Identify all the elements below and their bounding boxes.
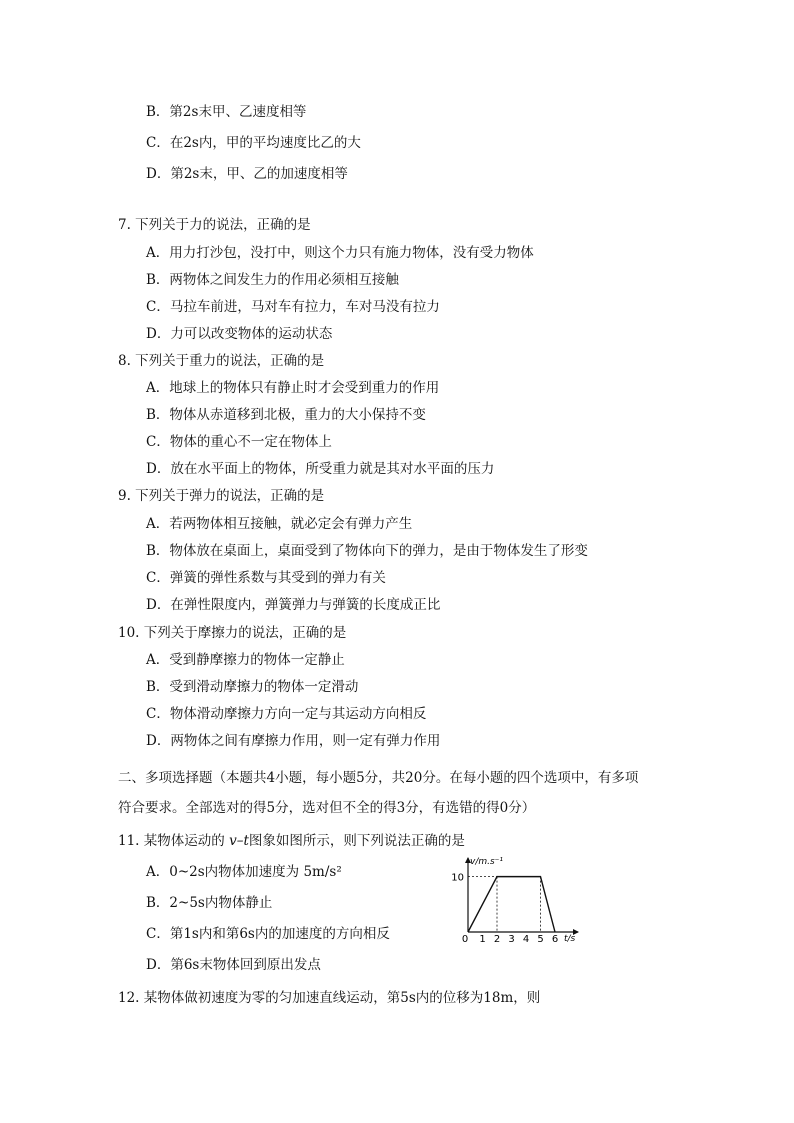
q9-option-b: B．物体放在桌面上，桌面受到了物体向下的弹力，是由于物体发生了形变 (146, 543, 588, 559)
q10-option-c: C．物体滑动摩擦力方向一定与其运动方向相反 (146, 706, 427, 722)
q7-option-d: D．力可以改变物体的运动状态 (146, 326, 333, 342)
q11-option-c: C．第1s内和第6s内的加速度的方向相反 (146, 926, 390, 942)
q7-option-a: A．用力打沙包，没打中，则这个力只有施力物体，没有受力物体 (146, 245, 534, 261)
q6-option-d: D．第2s末，甲、乙的加速度相等 (146, 166, 348, 182)
x-tick-label: 3 (508, 934, 515, 945)
velocity-series-line (468, 877, 555, 932)
q10-option-b: B．受到滑动摩擦力的物体一定滑动 (146, 679, 359, 695)
q8-option-b: B．物体从赤道移到北极，重力的大小保持不变 (146, 407, 426, 423)
q9-option-d: D．在弹性限度内，弹簧弹力与弹簧的长度成正比 (146, 597, 441, 613)
x-axis-label: t/s (564, 934, 576, 944)
q7-option-c: C．马拉车前进，马对车有拉力，车对马没有拉力 (146, 299, 440, 315)
q10-stem: 10. 下列关于摩擦力的说法，正确的是 (118, 625, 347, 641)
q11-stem-suffix: 图象如图所示，则下列说法正确的是 (248, 833, 465, 849)
x-tick-label: 4 (522, 934, 530, 945)
x-tick-label: 5 (537, 934, 544, 945)
section2-header-line2: 符合要求。全部选对的得5分，选对但不全的得3分，有选错的得0分） (118, 800, 536, 816)
q6-option-b: B．第2s末甲、乙速度相等 (146, 104, 307, 120)
q8-option-c: C．物体的重心不一定在物体上 (146, 434, 332, 450)
x-tick-label: 6 (551, 934, 559, 945)
y-tick-label: 10 (451, 872, 464, 884)
q9-stem: 9. 下列关于弹力的说法，正确的是 (118, 488, 325, 504)
section2-header-line1: 二、多项选择题（本题共4小题，每小题5分，共20分。在每小题的四个选项中，有多项 (118, 770, 639, 786)
q9-option-a: A．若两物体相互接触，就必定会有弹力产生 (146, 516, 413, 532)
q9-option-c: C．弹簧的弹性系数与其受到的弹力有关 (146, 570, 386, 586)
q11-option-a: A．0~2s内物体加速度为 5m/s² (146, 864, 342, 880)
x-tick-label: 2 (493, 934, 501, 945)
q6-option-c: C．在2s内，甲的平均速度比乙的大 (146, 135, 361, 151)
q10-option-a: A．受到静摩擦力的物体一定静止 (146, 652, 345, 668)
q12-stem: 12. 某物体做初速度为零的匀加速直线运动，第5s内的位移为18m，则 (118, 990, 541, 1006)
y-axis-label: v/m.s⁻¹ (470, 857, 504, 867)
q11-option-b: B．2~5s内物体静止 (146, 895, 273, 911)
q11-stem-var: v–t (229, 833, 249, 849)
q11-stem-prefix: 11. 某物体运动的 (118, 833, 230, 849)
q10-option-d: D．两物体之间有摩擦力作用，则一定有弹力作用 (146, 733, 441, 749)
q8-option-d: D．放在水平面上的物体，所受重力就是其对水平面的压力 (146, 461, 495, 477)
q11-stem (118, 831, 465, 851)
q7-option-b: B．两物体之间发生力的作用必须相互接触 (146, 272, 399, 288)
q8-option-a: A．地球上的物体只有静止时才会受到重力的作用 (146, 380, 440, 396)
q7-stem: 7. 下列关于力的说法，正确的是 (118, 217, 311, 233)
vt-graph (446, 854, 582, 946)
x-tick-label: 1 (479, 934, 486, 945)
q8-stem: 8. 下列关于重力的说法，正确的是 (118, 353, 325, 369)
x-tick-label: 0 (461, 934, 469, 945)
q11-option-d: D．第6s末物体回到原出发点 (146, 957, 321, 973)
